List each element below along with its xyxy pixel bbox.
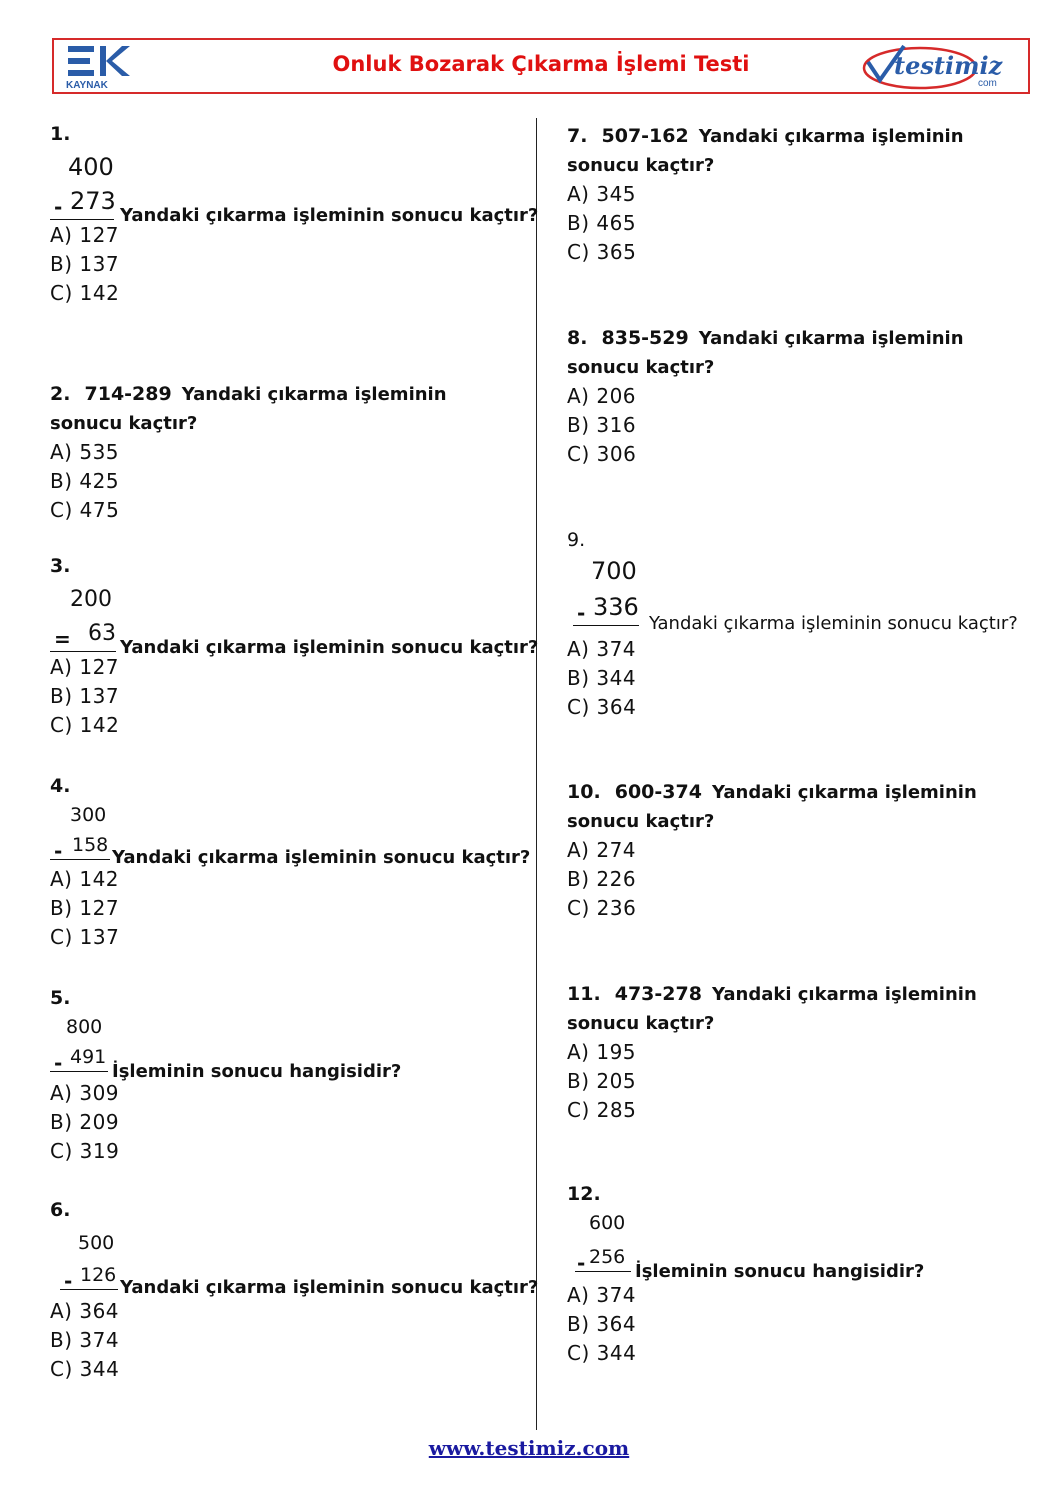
- question-number: 10.: [567, 781, 601, 803]
- option-c[interactable]: C) 475: [50, 498, 120, 522]
- option-a[interactable]: A) 274: [567, 838, 637, 862]
- ek-logo-sub: KAYNAK: [66, 80, 108, 91]
- subtraction-line: [50, 219, 114, 220]
- question-10: [567, 778, 1037, 923]
- option-a[interactable]: A) 364: [50, 1299, 120, 1323]
- minus-sign: =: [54, 627, 71, 651]
- minuend: 500: [78, 1232, 115, 1254]
- option-b[interactable]: B) 316: [567, 413, 637, 437]
- option-c[interactable]: C) 142: [50, 281, 120, 305]
- subtrahend: 491: [70, 1046, 107, 1068]
- question-number: 11.: [567, 983, 601, 1005]
- subtrahend: 158: [72, 834, 109, 856]
- column-divider: [536, 118, 537, 1430]
- question-number: 1.: [50, 123, 71, 145]
- vertical-subtraction: [50, 149, 539, 226]
- option-b[interactable]: B) 465: [567, 211, 637, 235]
- subtrahend: 126: [80, 1264, 117, 1286]
- option-a[interactable]: A) 309: [50, 1081, 120, 1105]
- minuend: 300: [70, 804, 107, 826]
- option-a[interactable]: A) 374: [567, 637, 637, 661]
- question-6: [50, 1196, 539, 1384]
- subtraction-line: [50, 1071, 108, 1072]
- header-box: [52, 38, 1030, 94]
- subtrahend: 63: [88, 621, 116, 646]
- option-b[interactable]: B) 344: [567, 666, 637, 690]
- option-b[interactable]: B) 226: [567, 867, 637, 891]
- option-c[interactable]: C) 137: [50, 925, 120, 949]
- question-number: 5.: [50, 987, 71, 1009]
- minuend: 600: [589, 1212, 626, 1234]
- page-title: Onluk Bozarak Çıkarma İşlemi Testi: [332, 52, 750, 76]
- option-b[interactable]: B) 137: [50, 252, 120, 276]
- option-b[interactable]: B) 127: [50, 896, 120, 920]
- question-1: [50, 120, 539, 308]
- vertical-subtraction: [50, 1225, 539, 1298]
- question-9: [567, 526, 1037, 722]
- expression: 507-162: [601, 125, 689, 147]
- option-a[interactable]: A) 206: [567, 384, 637, 408]
- question-text: İşleminin sonucu hangisidir?: [635, 1261, 925, 1282]
- question-number: 4.: [50, 775, 71, 797]
- subtraction-line: [573, 625, 639, 626]
- subtraction-line: [575, 1271, 631, 1272]
- question-text: Yandaki çıkarma işleminin sonucu kaçtır?: [567, 782, 977, 832]
- question-5: [50, 984, 520, 1166]
- option-b[interactable]: B) 374: [50, 1328, 120, 1352]
- minus-sign: -: [54, 195, 63, 219]
- minuend: 800: [66, 1016, 103, 1038]
- question-text: Yandaki çıkarma işleminin sonucu kaçtır?: [112, 847, 531, 868]
- subtraction-line: [50, 651, 116, 652]
- question-12: [567, 1180, 1037, 1368]
- minus-sign: -: [54, 839, 63, 863]
- minus-sign: -: [577, 1251, 586, 1275]
- option-a[interactable]: A) 142: [50, 867, 120, 891]
- option-b[interactable]: B) 137: [50, 684, 120, 708]
- testimiz-logo-text: testimiz: [894, 51, 1003, 80]
- vertical-subtraction: [567, 1209, 1037, 1281]
- option-a[interactable]: A) 374: [567, 1283, 637, 1307]
- option-c[interactable]: C) 236: [567, 896, 637, 920]
- option-b[interactable]: B) 209: [50, 1110, 120, 1134]
- question-number: 3.: [50, 555, 71, 577]
- option-c[interactable]: C) 344: [567, 1341, 637, 1365]
- question-number: 6.: [50, 1199, 71, 1221]
- vertical-subtraction: [50, 801, 531, 868]
- question-7: [567, 122, 1037, 267]
- question-text: Yandaki çıkarma işleminin sonucu kaçtır?: [120, 205, 539, 226]
- option-a[interactable]: A) 127: [50, 655, 120, 679]
- question-text: Yandaki çıkarma işleminin sonucu kaçtır?: [120, 637, 539, 658]
- question-number: 9.: [567, 529, 586, 551]
- option-b[interactable]: B) 364: [567, 1312, 637, 1336]
- question-text: Yandaki çıkarma işleminin sonucu kaçtır?: [567, 328, 964, 378]
- minuend: 700: [591, 557, 637, 585]
- expression: 835-529: [601, 327, 689, 349]
- option-a[interactable]: A) 345: [567, 182, 637, 206]
- subtraction-line: [50, 859, 110, 860]
- option-c[interactable]: C) 344: [50, 1357, 120, 1381]
- question-text: Yandaki çıkarma işleminin sonucu kaçtır?: [50, 384, 447, 434]
- option-a[interactable]: A) 535: [50, 440, 120, 464]
- vertical-subtraction: [567, 555, 1037, 635]
- option-c[interactable]: C) 285: [567, 1098, 637, 1122]
- question-text: Yandaki çıkarma işleminin sonucu kaçtır?: [567, 984, 977, 1034]
- question-text: Yandaki çıkarma işleminin sonucu kaçtır?: [120, 1277, 539, 1298]
- question-4: [50, 772, 531, 952]
- subtrahend: 256: [589, 1246, 626, 1268]
- question-11: [567, 980, 1037, 1125]
- question-8: [567, 324, 1037, 469]
- minus-sign: -: [54, 1051, 63, 1075]
- option-c[interactable]: C) 365: [567, 240, 637, 264]
- subtrahend: 336: [593, 593, 639, 621]
- footer-link[interactable]: www.testimiz.com: [428, 1436, 630, 1460]
- option-c[interactable]: C) 364: [567, 695, 637, 719]
- option-c[interactable]: C) 319: [50, 1139, 120, 1163]
- minuend: 200: [70, 587, 112, 612]
- expression: 473-278: [614, 983, 702, 1005]
- question-number: 7.: [567, 125, 588, 147]
- question-text: İşleminin sonucu hangisidir?: [112, 1061, 402, 1082]
- testimiz-logo-sub: com: [978, 78, 997, 89]
- subtrahend: 273: [70, 187, 116, 215]
- minus-sign: -: [577, 601, 586, 625]
- question-number: 12.: [567, 1183, 601, 1205]
- option-b[interactable]: B) 425: [50, 469, 120, 493]
- expression: 600-374: [614, 781, 702, 803]
- question-number: 2.: [50, 383, 71, 405]
- expression: 714-289: [84, 383, 172, 405]
- option-c[interactable]: C) 306: [567, 442, 637, 466]
- option-a[interactable]: A) 195: [567, 1040, 637, 1064]
- question-3: [50, 552, 539, 740]
- question-number: 8.: [567, 327, 588, 349]
- question-2: [50, 380, 520, 525]
- option-c[interactable]: C) 142: [50, 713, 120, 737]
- option-b[interactable]: B) 205: [567, 1069, 637, 1093]
- subtraction-line: [60, 1289, 118, 1290]
- minuend: 400: [68, 153, 114, 181]
- question-text: Yandaki çıkarma işleminin sonucu kaçtır?: [567, 126, 964, 176]
- question-text: Yandaki çıkarma işleminin sonucu kaçtır?: [649, 613, 1018, 634]
- testimiz-logo: [860, 42, 1020, 92]
- option-a[interactable]: A) 127: [50, 223, 120, 247]
- vertical-subtraction: [50, 1013, 520, 1082]
- minus-sign: -: [64, 1269, 73, 1293]
- vertical-subtraction: [50, 581, 539, 658]
